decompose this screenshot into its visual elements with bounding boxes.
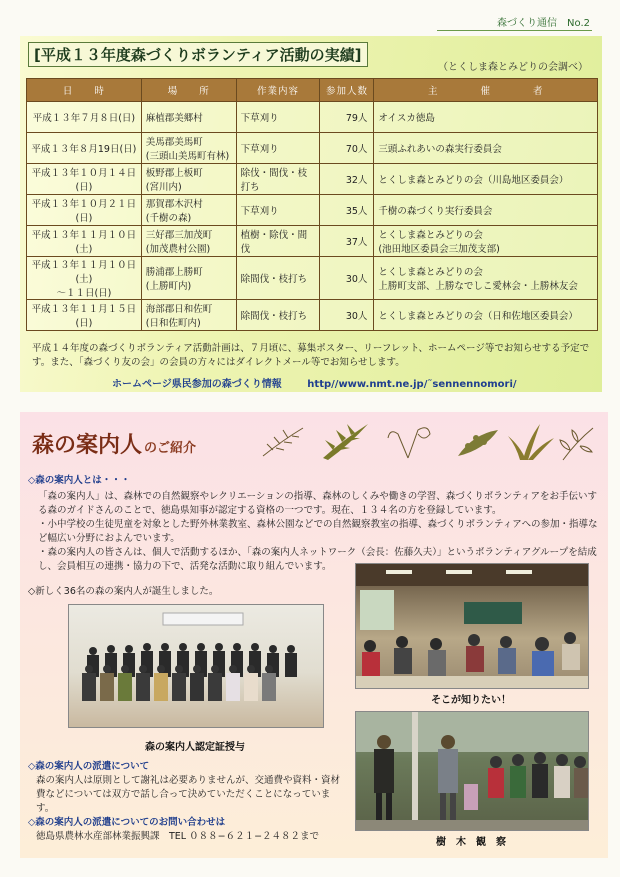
results-table-header (27, 79, 598, 102)
cell-place-line: (三頭山美馬町有林) (145, 151, 230, 162)
guide-what-bullet-1: ・小中学校の生徒児童を対象とした野外林業教室、森林公園などでの自然観察教室の指導、森づくりボランティアへの参加・指導など幅広い分野におよんでいます。 (38, 519, 598, 544)
cell-organizer-line: 千樹の森づくり実行委員会 (378, 206, 493, 217)
photo2-caption: そこが知りたい！ (431, 695, 511, 706)
cell-organizer-line: とくしま森とみどりの会（日和佐地区委員会） (378, 311, 578, 322)
grass-leaf-icon (508, 424, 554, 460)
cell-date (27, 133, 142, 164)
cell-place-line: (千樹の森) (145, 213, 192, 224)
cell-date-line: 平成１３年１０月２１日(日) (31, 199, 137, 224)
cell-place-line: 麻植郡美郷村 (145, 113, 203, 124)
cell-organizer (374, 133, 598, 164)
table-row (27, 164, 598, 195)
table-row (27, 195, 598, 226)
cell-organizer-line: (池田地区委員会三加茂支部) (378, 244, 500, 255)
cell-place-line: 板野郡上板町 (145, 168, 203, 179)
cell-organizer-line: とくしま森とみどりの会（川島地区委員会） (378, 175, 569, 186)
cell-organizer-line: 上勝町支部、上勝なでしこ愛林会・上勝林友会 (378, 281, 578, 292)
cell-organizer (374, 226, 598, 257)
cell-work: 下草刈り (236, 133, 320, 164)
certificate-group-photo (68, 604, 324, 728)
results-panel (20, 36, 602, 392)
cell-place-line: 三好郡三加茂町 (145, 230, 213, 241)
cell-organizer (374, 257, 598, 300)
cell-count: 32人 (320, 164, 374, 195)
cell-organizer (374, 300, 598, 331)
cell-date-line: 平成１３年８月19日(日) (31, 144, 137, 155)
dispatch-heading: ◇森の案内人の派遣について (28, 761, 150, 772)
photo3-caption: 樹 木 観 察 (436, 837, 506, 848)
cell-place (141, 102, 236, 133)
cell-organizer (374, 195, 598, 226)
cell-place (141, 133, 236, 164)
cell-work: 下草刈り (236, 102, 320, 133)
cell-date (27, 257, 142, 300)
cell-place (141, 300, 236, 331)
new-guides-heading: ◇新しく36名の森の案内人が誕生しました。 (28, 586, 219, 597)
homepage-url[interactable]: http//www.nmt.ne.jp/˜sennennomori/ (307, 379, 517, 390)
cell-work: 除間伐・枝打ち (236, 257, 320, 300)
cell-place (141, 164, 236, 195)
results-source: （とくしま森とみどりの会調べ） (438, 62, 588, 73)
branch-leaf-icon (560, 428, 593, 460)
cell-place (141, 257, 236, 300)
table-row (27, 300, 598, 331)
cell-place (141, 195, 236, 226)
homepage-info (112, 375, 517, 390)
guide-what-bullet-2: ・森の案内人の皆さんは、個人で活動するほか、「森の案内人ネットワーク（会長：佐藤久夫）」というボランティアグループを結成し、会員相互の連携・協力の下で、活発な活動に取り組んでいます。 (38, 547, 597, 572)
contact-info (28, 816, 346, 844)
newsletter-tag: 森づくり通信 No.2 (437, 14, 592, 31)
cell-count: 79人 (320, 102, 374, 133)
photo1-caption: 森の案内人認定証授与 (145, 742, 245, 753)
cell-count: 70人 (320, 133, 374, 164)
guides-title-main: 森の案内人 (32, 433, 143, 458)
contact-text: 徳島県農林水産部林業振興課 TEL ０８８−６２１−２４８２まで (36, 831, 320, 842)
table-row (27, 102, 598, 133)
cell-work: 除伐・間伐・枝打ち (236, 164, 320, 195)
cell-place-line: (宮川内) (145, 182, 182, 193)
cell-place-line: 海部郡日和佐町 (145, 304, 213, 315)
table-row (27, 133, 598, 164)
cell-place-line: 勝浦郡上勝町 (145, 267, 203, 278)
maple-seed-icon (388, 428, 430, 458)
dispatch-text: 森の案内人は原則として謝礼は必要ありませんが、交通費や資料・資材費などについては双方で話し合って決めていただくことになっています。 (36, 775, 341, 814)
cell-date-line: 平成１３年１１月１０日(土) (31, 260, 137, 285)
fern-leaf-icon (263, 428, 303, 456)
cell-organizer (374, 164, 598, 195)
cell-place-line: (上勝町内) (145, 281, 192, 292)
cell-work: 下草刈り (236, 195, 320, 226)
cell-work: 除間伐・枝打ち (236, 300, 320, 331)
cell-date-line: 平成１３年１０月１４日(日) (31, 168, 137, 193)
cell-place-line: 美馬郡美馬町 (145, 137, 203, 148)
next-year-notice: 平成１４年度の森づくりボランティア活動計画は、７月頃に、募集ポスター、リーフレット、ホームページ等でお知らせする予定です。また、「森づくり友の会」の会員の方々にはダイレクトメール等でお知らせします。 (32, 343, 590, 368)
guides-panel (20, 412, 608, 858)
results-title: [平成１３年度森づくりボランティア活動の実績] (28, 42, 368, 67)
cell-organizer-line: とくしま森とみどりの会 (378, 267, 483, 278)
tree-observation-photo (355, 711, 589, 831)
homepage-label: ホームページ県民参加の森づくり情報 (112, 379, 282, 390)
guide-what-heading: ◇森の案内人とは・・・ (28, 475, 131, 486)
cell-organizer (374, 102, 598, 133)
cell-place-line: (加茂農村公園) (145, 244, 211, 255)
cell-work: 植樹・除伐・間伐 (236, 226, 320, 257)
cell-place-line: (日和佐町内) (145, 318, 201, 329)
results-table-body (27, 102, 598, 331)
cell-count: 35人 (320, 195, 374, 226)
col-header-date: 日 時 (27, 79, 142, 102)
cell-organizer-line: とくしま森とみどりの会 (378, 230, 483, 241)
cell-organizer-line: 三頭ふれあいの森実行委員会 (378, 144, 502, 155)
palm-leaf-icon (323, 424, 368, 460)
contact-heading: ◇森の案内人の派遣についてのお問い合わせは (28, 817, 226, 828)
lecture-room-photo (355, 563, 589, 689)
cell-date-line: 平成１３年７月８日(日) (32, 113, 136, 124)
cell-count: 30人 (320, 257, 374, 300)
cell-date (27, 164, 142, 195)
dispatch-info (28, 760, 346, 816)
col-header-count: 参加人数 (320, 79, 374, 102)
cell-count: 37人 (320, 226, 374, 257)
cell-date (27, 300, 142, 331)
guide-description (28, 474, 603, 574)
col-header-place: 場 所 (141, 79, 236, 102)
cell-date-line: 平成１３年１１月１０日(土) (31, 230, 137, 255)
cell-place-line: 那賀郡木沢村 (145, 199, 203, 210)
col-header-organizer: 主 催 者 (374, 79, 598, 102)
holly-leaf-icon (458, 430, 498, 456)
cell-date (27, 226, 142, 257)
table-row (27, 226, 598, 257)
guide-what-text: 「森の案内人」は、森林での自然観察やレクリエーションの指導、森林のしくみや働きの学習、森づくりボランティアをお手伝いする森のガイドさんのことで、徳島県知事が認定する資格の一つです。現在、１３４名の方を登録しています。 (38, 491, 597, 516)
guides-title-sub: のご紹介 (144, 441, 197, 456)
cell-count: 30人 (320, 300, 374, 331)
col-header-work: 作業内容 (236, 79, 320, 102)
table-row (27, 257, 598, 300)
cell-date (27, 102, 142, 133)
cell-date (27, 195, 142, 226)
cell-date-line: 〜１１日(日) (56, 288, 112, 299)
cell-date-line: 平成１３年１１月１５日(日) (31, 304, 137, 329)
cell-place (141, 226, 236, 257)
leaf-decoration (258, 420, 598, 464)
results-table (26, 78, 598, 331)
guides-title (32, 428, 196, 459)
cell-organizer-line: オイスカ徳島 (378, 113, 435, 124)
